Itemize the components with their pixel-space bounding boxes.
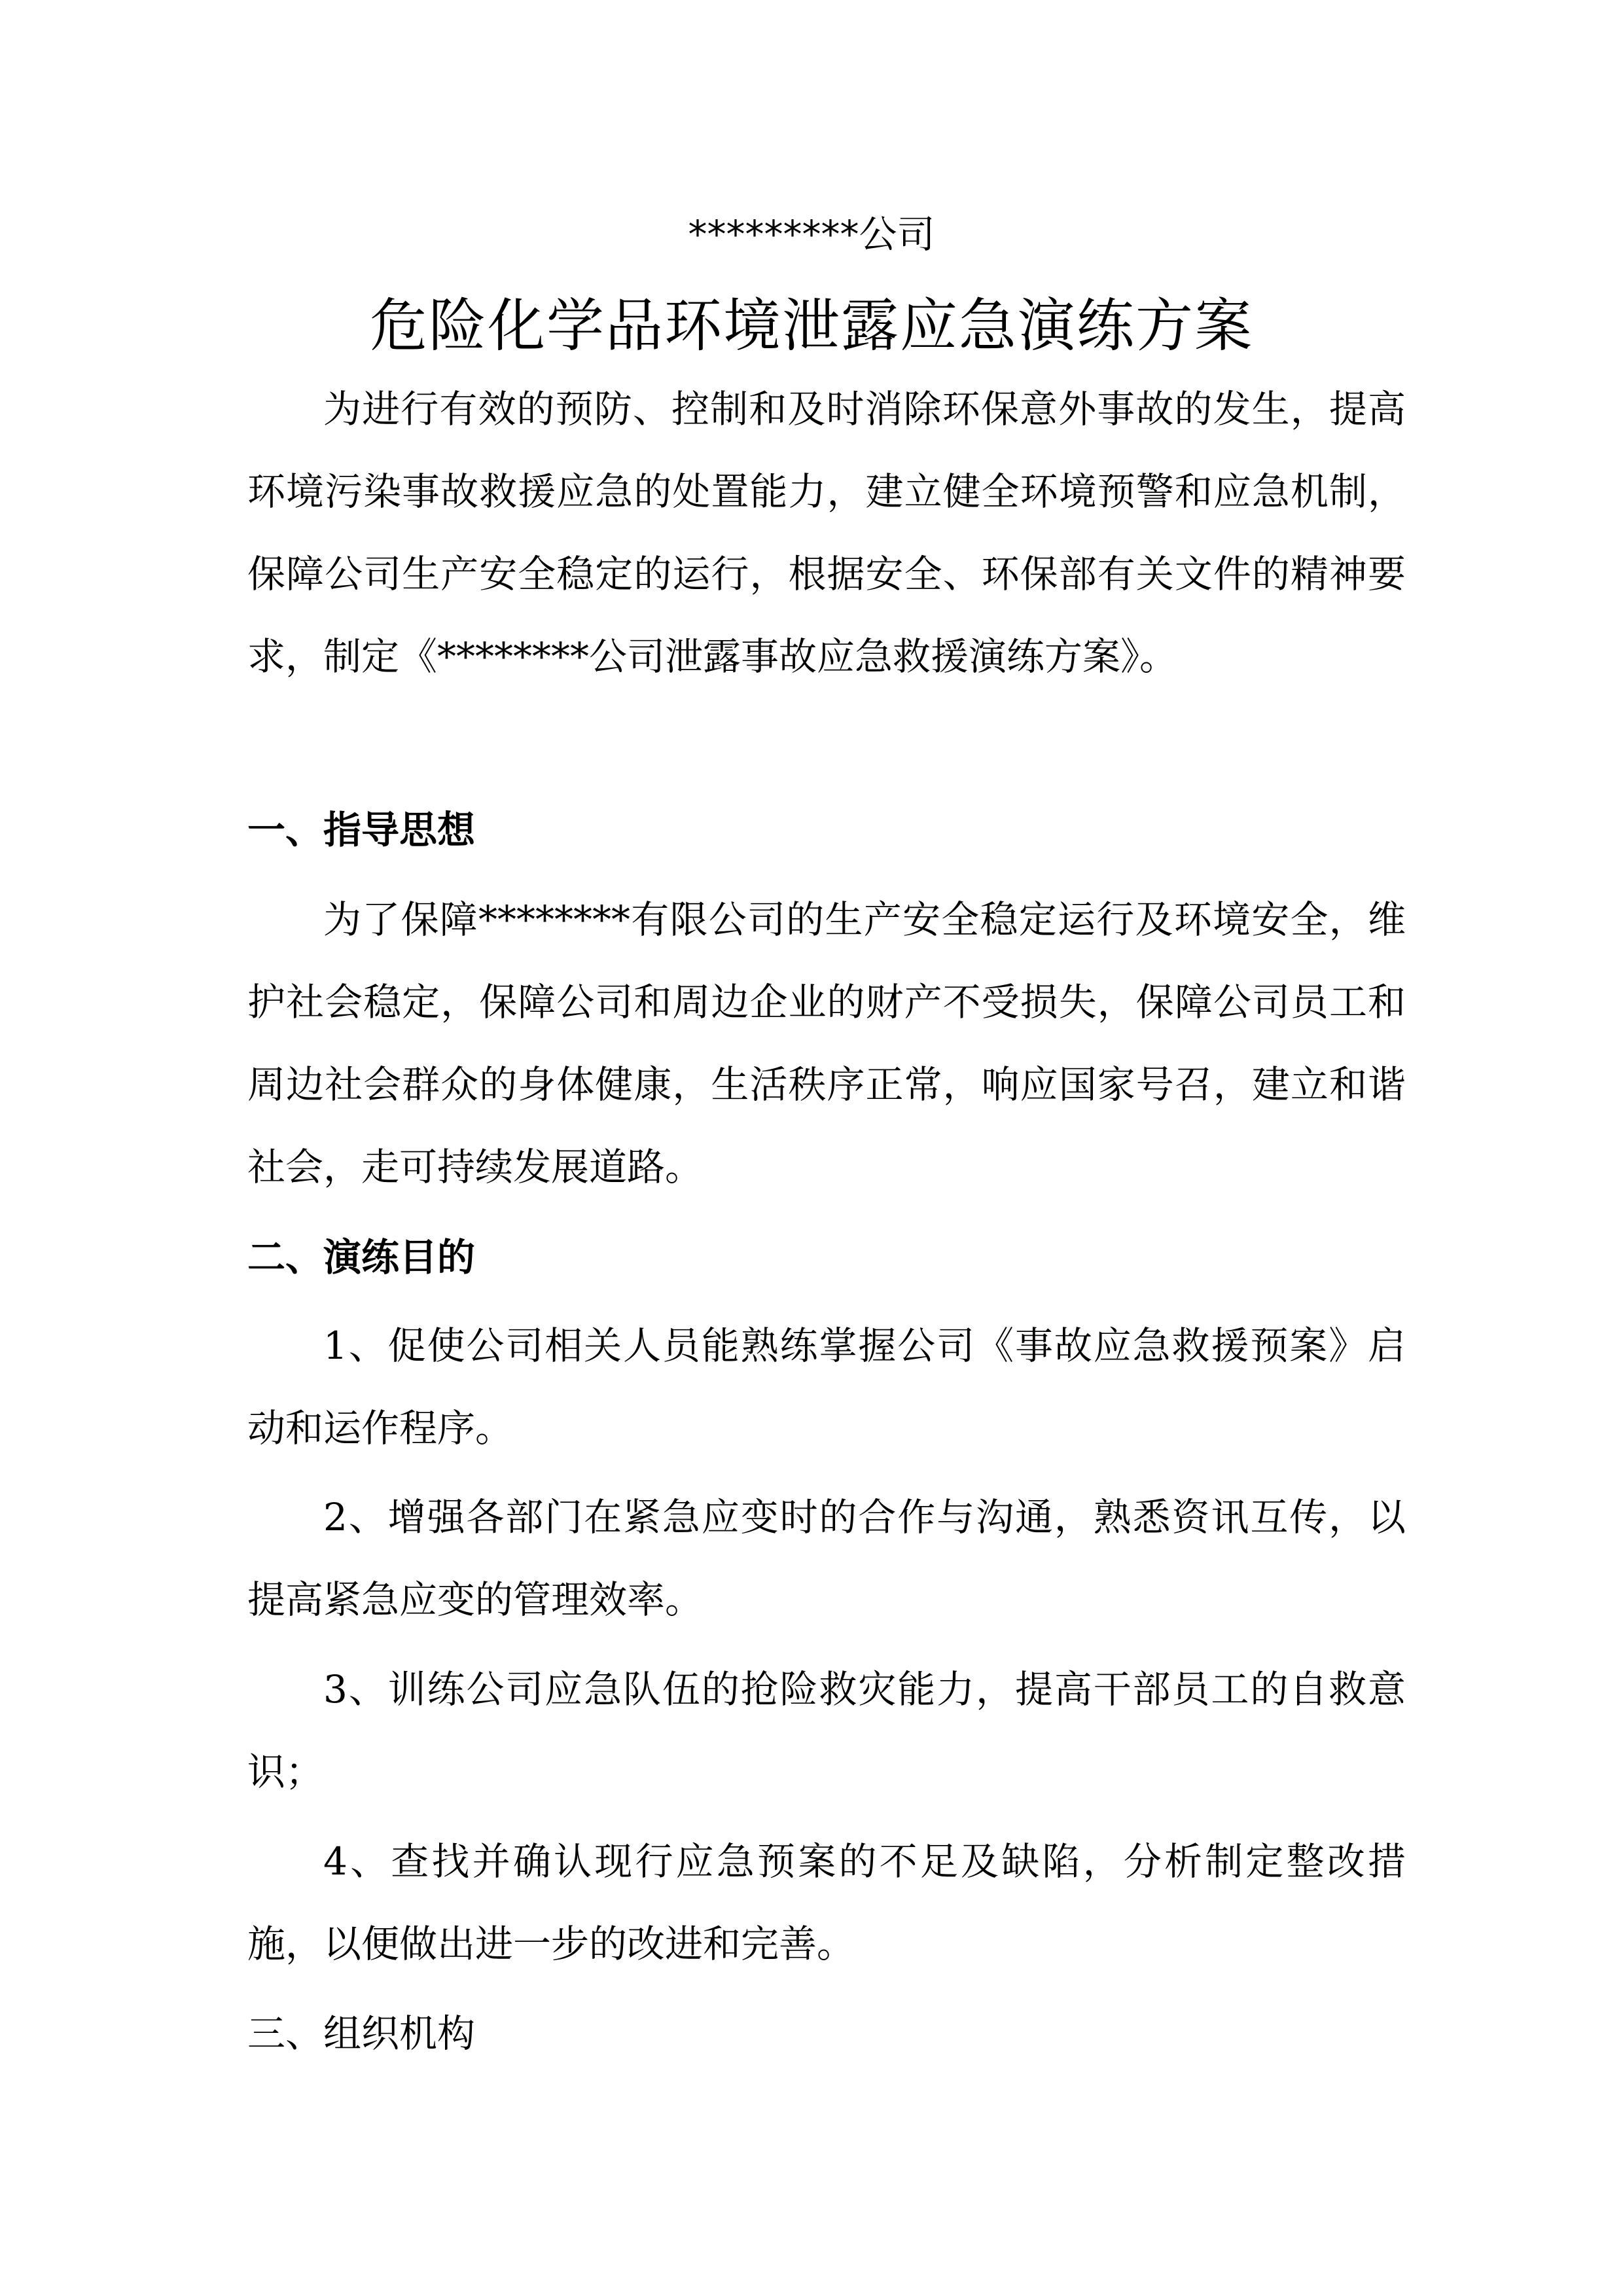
section-heading-organization: 三、组织机构 [247,2011,476,2056]
section-heading-drill-purpose: 二、演练目的 [247,1235,476,1280]
company-name: *********公司 [688,212,935,257]
drill-purpose-item-2: 2、增强各部门在紧急应变时的合作与沟通，熟悉资讯互传，以提高紧急应变的管理效率。 [247,1495,1406,1622]
section-heading-guiding-ideology: 一、指导思想 [247,808,476,852]
guiding-ideology-paragraph: 为了保障********有限公司的生产安全稳定运行及环境安全，维护社会稳定，保障公司和周边企业的财产不受损失，保障公司员工和周边社会群众的身体健康，生活秩序正常，响应国家号召，建立和谐社会，走可持续发展道路。 [247,897,1406,1189]
drill-purpose-item-1: 1、促使公司相关人员能熟练掌握公司《事故应急救援预案》启动和运作程序。 [247,1323,1406,1450]
document-title: 危险化学品环境泄露应急演练方案 [369,292,1253,359]
drill-purpose-item-3: 3、训练公司应急队伍的抢险救灾能力，提高干部员工的自救意识； [247,1667,1406,1794]
drill-purpose-item-4: 4、查找并确认现行应急预案的不足及缺陷，分析制定整改措施，以便做出进一步的改进和完善。 [247,1839,1406,1966]
intro-paragraph: 为进行有效的预防、控制和及时消除环保意外事故的发生，提高环境污染事故救援应急的处置能力，建立健全环境预警和应急机制，保障公司生产安全稳定的运行，根据安全、环保部有关文件的精神要求，制定《********公司泄露事故应急救援演练方案》。 [247,387,1406,679]
